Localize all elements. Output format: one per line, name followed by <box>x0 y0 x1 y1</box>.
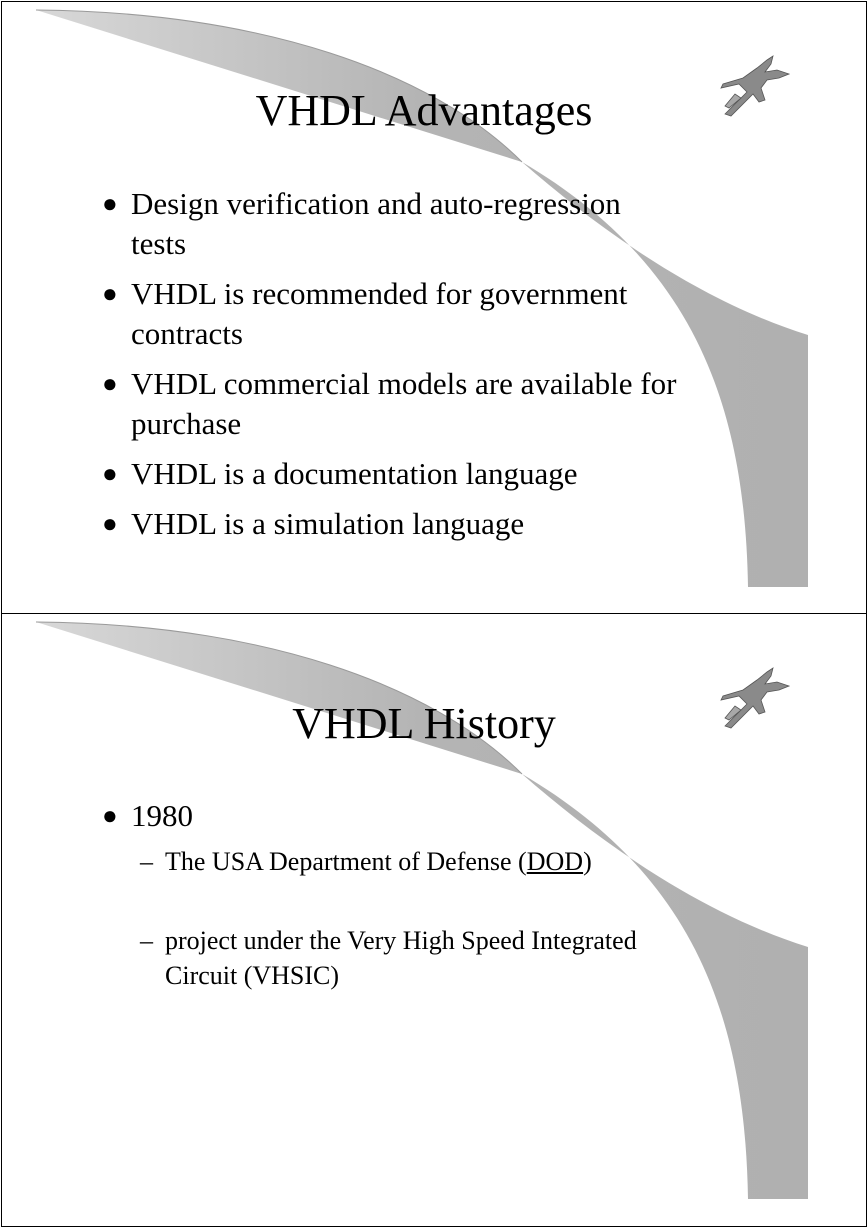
slide-vhdl-history <box>1 613 867 1227</box>
list-item-text: Design verification and auto-regression <box>131 186 621 221</box>
list-item-text: contracts <box>131 316 243 351</box>
list-item-text: 1980 <box>131 798 193 833</box>
list-item-text: tests <box>131 226 187 261</box>
page-title: VHDL History <box>292 699 556 748</box>
page-title: VHDL Advantages <box>255 86 593 135</box>
sub-list-item-text: Circuit (VHSIC) <box>165 961 340 990</box>
dash-marker: – <box>140 926 153 955</box>
bullet-dot-icon: ● <box>102 189 118 218</box>
list-item-text: VHDL is a simulation language <box>131 506 525 541</box>
list-item-text: VHDL commercial models are available for <box>131 366 677 401</box>
bullet-dot-icon: ● <box>102 369 118 398</box>
sub-list-item-text: project under the Very High Speed Integrated <box>165 926 637 955</box>
slide-vhdl-advantages <box>1 1 867 614</box>
dod-link[interactable]: DOD <box>526 847 584 876</box>
bullet-dot-icon: ● <box>102 459 118 488</box>
list-item-text: VHDL is recommended for government <box>131 276 628 311</box>
sub-list-item-text: The USA Department of Defense (DOD) <box>165 847 592 876</box>
bullet-dot-icon: ● <box>102 509 118 538</box>
list-item-text: purchase <box>131 406 242 441</box>
bullet-dot-icon: ● <box>102 279 118 308</box>
dash-marker: – <box>140 847 153 876</box>
bullet-dot-icon: ● <box>102 801 118 830</box>
list-item-text: VHDL is a documentation language <box>131 456 578 491</box>
